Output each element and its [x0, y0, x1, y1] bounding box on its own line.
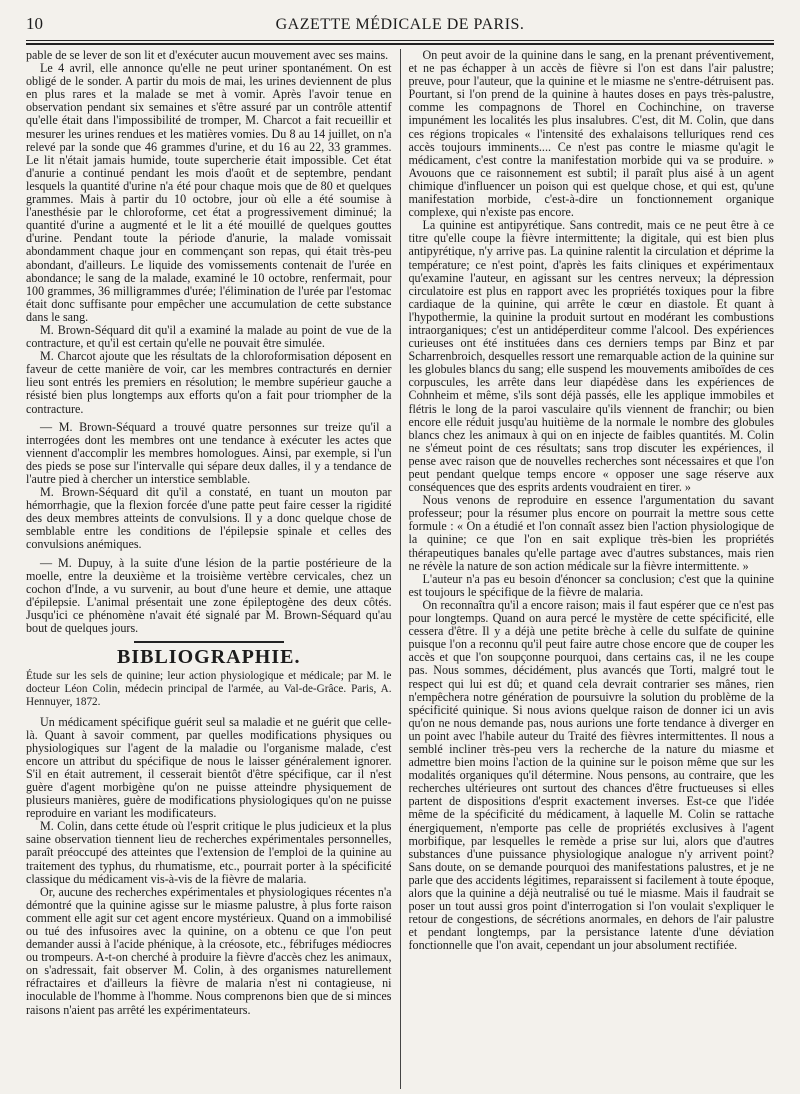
- right-column: [409, 49, 775, 1089]
- paragraph: M. Brown-Séquard dit qu'il a examiné la malade au point de vue de la contracture, et qu'il est certain qu'elle ne pouvait être simulée.: [26, 322, 392, 351]
- paragraph: M. Charcot ajoute que les résultats de la chloroformisation déposent en faveur de cette manière de voir, car les membres contracturés en dernier lieu sont entrés les premiers en résolution; le membre supérieur gauche a résisté bien plus longtemps aux efforts qu'on a fait pour triompher de la contracture.: [26, 349, 392, 416]
- header-rule: [26, 40, 774, 45]
- paragraph: La quinine est antipyrétique. Sans contredit, mais ce ne peut être à ce titre qu'elle coupe la fièvre intermittente; la digitale, qui est bien plus antipyrétique, n'y arrive pas. La quinine ralentit la circulation et déprime la température; ce n'est point, d'après les faits cliniques et expérimentaux qu'examine l'auteur, en agissant sur les centres nerveux; la dépression circulatoire est plus en rapport avec les propriétés toxiques pour la fibre cardiaque de la quinine, qui arrête le cœur en diastole. Et quant à l'hypothermie, la quinine la produit surtout en modérant les combustions intraorganiques; c'est un antidéperditeur comme l'alcool. Des expériences curieuses ont été instituées dans ces derniers temps par Binz et par Scharrenbroich, desquelles ressort une remarquable action de la quinine sur les globules blancs du sang; elle suspend les mouvements amiboïdes de ces corpuscules, les arrête dans leur diapédèse dans les expériences de Cohnheim et même, s'ils sont déjà passés, elle les applique immobiles et flétris le long de la paroi vasculaire qu'ils viennent de franchir; ou bien encore elle réduit jusqu'au huitième de la normale le nombre des globules blancs chez les animaux à qui on en injecte de faibles quantités. M. Colin ne s'émeut point de ces résultats; sans trop discuter les expériences, il pense avec raison que de nouvelles recherches sont nécessaires et que l'on peut pendant quelque temps encore « opposer une sage réserve aux conséquences que des esprits ardents voudraient en tirer. »: [408, 218, 774, 495]
- journal-title: GAZETTE MÉDICALE DE PARIS.: [275, 16, 525, 33]
- column-divider: [400, 49, 401, 1089]
- two-column-body: [26, 49, 774, 1089]
- bibliography-reference: Étude sur les sels de quinine; leur action physiologique et médicale; par M. le docteur Léon Colin, médecin principal de l'armée, au Val-de-Grâce. Paris, A. Hennuyer, 1872.: [26, 670, 392, 709]
- paragraph: pable de se lever de son lit et d'exécuter aucun mouvement avec ses mains.: [26, 49, 389, 62]
- paragraph: Nous venons de reproduire en essence l'argumentation du savant professeur; pour la résumer plus encore on pourrait la mettre sous cette formule : « On a étudié et l'on connaît assez bien l'action physiologique de la quinine; ce que l'on en sait explique très-bien les propriétés thérapeutiques banales qu'elle partage avec d'autres substances, mais rien ne révèle la nature de son action médicale sur la fièvre intermittente. »: [408, 493, 774, 573]
- paragraph: M. Brown-Séquard dit qu'il a constaté, en tuant un mouton par hémorrhagie, que la flexion forcée d'une patte peut faire cesser la rigidité des deux membres atteints de convulsions. Il y a donc quelque chose de semblable entre les conditions de l'épilepsie spinale et celles des convulsions anémiques.: [26, 485, 392, 552]
- paragraph: L'auteur n'a pas eu besoin d'énoncer sa conclusion; c'est que la quinine est toujours le spécifique de la fièvre de malaria.: [408, 571, 774, 599]
- left-column: [26, 49, 392, 1089]
- paragraph: Or, aucune des recherches expérimentales et physiologiques récentes n'a démontré que la quinine agisse sur le miasme palustre, à plus forte raison comment elle agit sur cet agent encore mystérieux. Quand on a immobilisé ou tué des infusoires avec la quinine, on a obtenu ce que l'on peut demander aussi à l'acide phénique, à la créosote, etc., fébrifuges médiocres ou trompeurs. A-t-on cherché à produire la fièvre d'accès chez les animaux, on s'adressait, fait observer M. Colin, à des organismes naturellement réfractaires et d'ailleurs la fièvre de malaria n'est ni contagieuse, ni inoculable de l'homme à l'homme. Nous comprenons bien que de si minces raisons n'aient pas arrêté les expérimentateurs.: [26, 884, 392, 1017]
- section-title: BIBLIOGRAPHIE.: [117, 646, 301, 669]
- paragraph: Un médicament spécifique guérit seul sa maladie et ne guérit que celle-là. Quant à savoir comment, par quelles modifications physiques ou physiologiques sur l'agent de la maladie ou l'organisme malade, c'est encore un attribut du spécifique de nous le laisser généralement ignorer. S'il en était autrement, il cesserait bientôt d'être spécifique, car il n'est guère d'agent morbigène qu'on ne puisse atteindre physiquement de plusieurs manières, guère de modifications physiologiques qu'on ne puisse reproduire en variant les modificateurs.: [26, 714, 392, 821]
- paragraph: On peut avoir de la quinine dans le sang, en la prenant préventivement, et ne pas échapper à un accès de fièvre si l'on est dans l'air palustre; preuve, pour l'auteur, que la quinine et le miasme ne s'entre-détruisent pas. Pourtant, si l'on prend de la quinine à hautes doses en pays très-palustre, comme les compagnons de Thorel en Cochinchine, on traverse impunément les localités les plus insalubres. C'est, dit M. Colin, que dans ces régions tropicales « l'intensité des exhalaisons telluriques rend ces accès toujours imminents.... Ce n'est pas contre le miasme qu'agit le médicament, c'est contre la manifestation morbide qui va se produire. » Avouons que ce raisonnement est subtil; il paraît plus aisé à un agent chimique d'influencer un poison qui est quelque chose, et qui est, qu'une manifestation morbide, c'est-à-dire un fonctionnement organique complexe, qui n'existe pas encore.: [408, 49, 774, 220]
- section-divider: [134, 641, 284, 643]
- paragraph: — M. Brown-Séquard a trouvé quatre personnes sur treize qu'il a interrogées dont les membres ont une tendance à exécuter les actes que viennent d'accomplir les membres homologues. Ainsi, par exemple, si l'un des pieds se pose sur l'intervalle qui sépare deux dalles, il y a tendance de l'autre pied à chercher un interstice semblable.: [26, 419, 392, 486]
- paragraph: Le 4 avril, elle annonce qu'elle ne peut uriner spontanément. On est obligé de le sonder. A partir du mois de mai, les urines deviennent de plus en plus rares et la malade se met à vomir. Après l'avoir tenue en observation pendant six semaines et s'être assuré par un contrôle attentif qu'elle était dans l'impossibilité de tromper, M. Charcot a fait recueillir et mesurer les urines rendues et les matières vomies. Du 8 au 14 juillet, on n'a relevé par la sonde que 46 grammes d'urine, et du 16 au 22, 33 grammes. Le lit n'était jamais humide, toute supercherie était impossible. Cet état d'anurie a continué pendant les mois d'août et de septembre, pendant lesquels la quantité d'urine n'a été pour chaque mois que de 80 et quelques grammes. Mais à partir du 10 octobre, jour où elle a été soumise à l'anesthésie par le chloroforme, cet état a progressivement diminué; la quantité d'urine a augmenté et le lit a été mouillé de quelques gouttes d'urine. Pendant toute la période d'anurie, la malade vomissait abondamment chaque jour en commençant son repas, qui était très-peu abondant, d'ailleurs. Le liquide des vomissements contenait de l'urée en abondance; le sang de la malade, examiné le 10 octobre, renfermait, pour 100 grammes, 36 milligrammes d'urée; l'élimination de l'urée par l'estomac était donc suffisante pour empêcher une accumulation de cette substance dans le sang.: [26, 61, 392, 324]
- page-number: 10: [26, 14, 43, 33]
- paragraph: M. Colin, dans cette étude où l'esprit critique le plus judicieux et la plus saine observation tiennent lieu de recherches expérimentales personnelles, paraît préoccupé des atteintes que l'extension de l'emploi de la quinine au traitement des typhus, du rhumatisme, etc., pourrait porter à la spécificité classique du médicament vis-à-vis de la fièvre de malaria.: [26, 819, 392, 886]
- page-header: [26, 14, 774, 36]
- paragraph: — M. Dupuy, à la suite d'une lésion de la partie postérieure de la moelle, entre la deuxième et la troisième vertèbre cervicales, chez un cochon d'Inde, a vu survenir, au bout d'une heure et demie, une attaque d'épilepsie. L'animal présentait une zone épileptogène des deux côtés. Jusqu'ici ce phénomène n'avait été signalé par M. Brown-Séquard qu'au bout de quelques jours.: [26, 555, 392, 636]
- paragraph: On reconnaîtra qu'il a encore raison; mais il faut espérer que ce n'est pas pour longtemps. Quand on aura percé le mystère de cette spécificité, elle cessera d'être. Il y a déjà une petite brèche à celle du sulfate de quinine puisque l'on a reconnu qu'il peut faire autre chose encore que de couper les accès et que l'on soupçonne pourquoi, dans certains cas, il ne les coupe pas. Nous sommes, décidément, plus avancés que Torti, malgré tout le respect qui lui est dû; et quand cela devrait contrarier ses mânes, rien n'empêchera notre génération de poursuivre la solution du problème de la spécificité quinique. Si nous avions quelque raison de donner ici un avis qu'on ne nous demande pas, nous aurions une forte tendance à diverger en un point avec l'habile auteur du Traité des fièvres intermittentes. Il nous a semblé incliner très-peu vers la recherche de la nature du miasme et admettre bien moins l'action de la quinine sur le poison même que sur les modalités organiques qu'il détermine. Nous pensons, au contraire, que les recherches ultérieures ont surtout des chances d'être fructueuses si elles partent de dispositions d'esprit exactement inverses. Est-ce que l'idée même de la spécificité du médicament, à laquelle M. Colin se rattache énergiquement, n'emporte pas celle de propriétés exclusives à l'agent morbifique, par lesquelles le remède a prise sur lui, alors que d'autres substances d'une puissance physiologique analogue n'y arrivent point? Sans doute, on se demande pourquoi des manifestations palustres, et je ne parle que des accidents légitimes, reparaissent si facilement à toute époque, alors que la quinine a déjà neutralisé ou tué le miasme. Mais il faudrait se poser un tout aussi gros point d'interrogation si l'on voulait s'expliquer le retour de congestions, de sécrétions anormales, en dehors de l'air palustre et pendant longtemps, par la persistance latente d'une déviation fonctionnelle que l'on avait, cependant un jour absolument rectifiée.: [408, 597, 774, 953]
